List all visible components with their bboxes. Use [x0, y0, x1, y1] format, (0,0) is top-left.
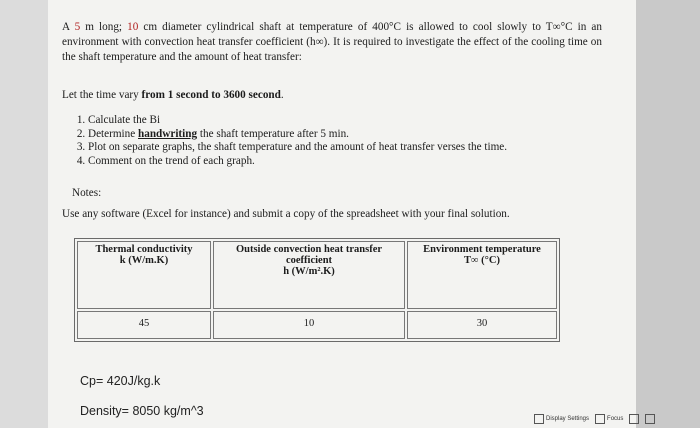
column-header-tinf: Environment temperature T∞ (°C)	[407, 241, 557, 309]
properties-table	[74, 238, 560, 342]
monitor-icon	[534, 414, 544, 424]
table-cell: 30	[407, 311, 557, 339]
problem-statement: A 5 m long; 10 cm diameter cylindrical shaft at temperature of 400°C is allowed to cool slowly to T∞°C in an environment with convection heat transfer coefficient (h∞). It is required to investigate the effect of the cooling time on the shaft temperature and the amount of heat transfer:	[62, 21, 602, 63]
table-cell: 10	[213, 311, 405, 339]
time-range-line: Let the time vary from 1 second to 3600 second.	[62, 89, 284, 101]
display-settings-button[interactable]: Display Settings	[534, 414, 589, 424]
read-mode-icon[interactable]	[629, 414, 639, 424]
side-background	[636, 0, 700, 428]
column-header-h: Outside convection heat transfer coefficient h (W/m².K)	[213, 241, 405, 309]
notes-label: Notes:	[72, 187, 102, 199]
focus-icon	[595, 414, 605, 424]
focus-button[interactable]: Focus	[595, 414, 623, 424]
density: Density= 8050 kg/m^3	[80, 404, 204, 418]
table-row	[77, 311, 557, 339]
list-item: 2. Determine handwriting the shaft temperature after 5 min.	[88, 128, 588, 142]
list-item: 1. Calculate the Bi	[88, 114, 588, 128]
task-list	[70, 114, 588, 168]
notes-text: Use any software (Excel for instance) and submit a copy of the spreadsheet with your final solution.	[62, 208, 510, 220]
list-item: 4. Comment on the trend of each graph.	[88, 155, 588, 169]
specific-heat: Cp= 420J/kg.k	[80, 374, 161, 388]
document-page	[48, 0, 636, 428]
status-bar	[534, 412, 655, 426]
diameter-value: 10	[127, 21, 139, 33]
column-header-k: Thermal conductivity k (W/m.K)	[77, 241, 211, 309]
list-item: 3. Plot on separate graphs, the shaft temperature and the amount of heat transfer verses the time.	[88, 141, 588, 155]
print-layout-icon[interactable]	[645, 414, 655, 424]
length-value: 5	[74, 21, 81, 33]
table-cell: 45	[77, 311, 211, 339]
